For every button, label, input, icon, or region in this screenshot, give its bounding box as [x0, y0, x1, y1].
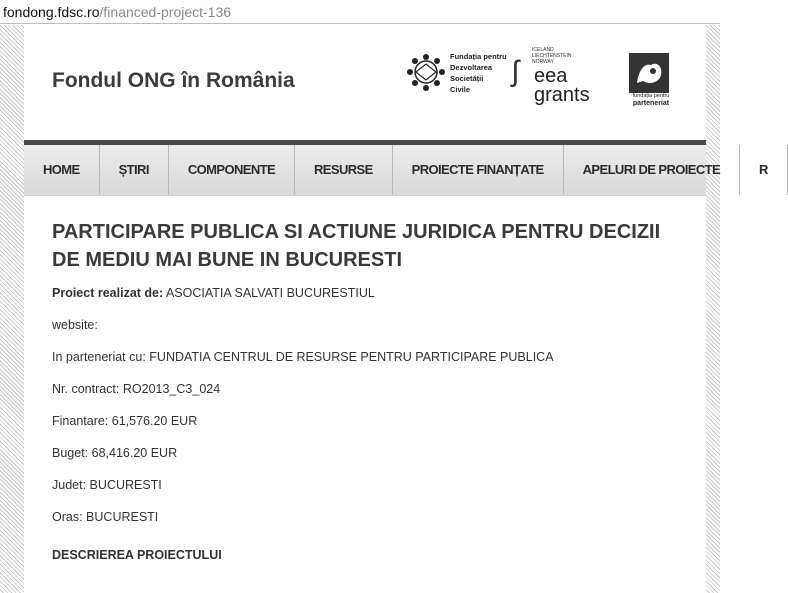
nav-item-home[interactable]: HOME	[24, 145, 100, 195]
finantare-value: 61,576.20 EUR	[111, 414, 198, 428]
nav-item-resurse[interactable]: RESURSE	[295, 145, 393, 195]
site-header	[24, 25, 706, 145]
field-finantare: Finantare: 61,576.20 EUR	[52, 414, 198, 428]
eea-grants-logo[interactable]	[512, 47, 612, 107]
project-details	[24, 196, 706, 562]
buget-value: 68,416.20 EUR	[91, 446, 178, 460]
main-navigation	[24, 145, 768, 196]
nav-item-componente[interactable]: COMPONENTE	[169, 145, 295, 195]
page-background-left	[0, 25, 24, 593]
nav-item-proiecte-finantate[interactable]: PROIECTE FINANȚATE	[393, 145, 564, 195]
site-title[interactable]: Fondul ONG în România	[52, 69, 295, 92]
partner-logo-caption: fundația pentru parteneriat	[632, 93, 670, 107]
address-bar[interactable]	[0, 0, 720, 24]
description-heading: DESCRIEREA PROIECTULUI	[52, 548, 222, 562]
partner-logo-icon	[629, 53, 669, 93]
url-host: fondong.fdsc.ro	[3, 4, 100, 20]
fdsc-logo[interactable]	[404, 51, 514, 99]
eea-countries: ICELAND LIECHTENSTEIN NORWAY	[532, 47, 572, 65]
field-contract: Nr. contract: RO2013_C3_024	[52, 382, 221, 396]
url-path: /financed-project-136	[99, 4, 232, 20]
field-website: website:	[52, 318, 98, 332]
project-title: PARTICIPARE PUBLICA SI ACTIUNE JURIDICA PENTRU DECIZII DE MEDIU MAI BUNE IN BUCURESTI	[52, 221, 661, 271]
field-judet: Judet: BUCURESTI	[52, 478, 162, 492]
page-background-right	[706, 25, 720, 593]
fdsc-logo-text: Fundația pentru Dezvoltarea Societății Civile	[450, 52, 507, 94]
page-container	[24, 25, 768, 593]
eea-hook-icon: ʃ	[512, 55, 519, 88]
nav-item-truncated[interactable]: R	[740, 145, 788, 195]
oras-value: BUCURESTI	[86, 510, 159, 524]
field-buget: Buget: 68,416.20 EUR	[52, 446, 178, 460]
contract-value: RO2013_C3_024	[122, 382, 221, 396]
field-realizat: Proiect realizat de: ASOCIATIA SALVATI BUCURESTIUL	[52, 286, 375, 300]
judet-value: BUCURESTI	[89, 478, 162, 492]
parteneriat-value: FUNDATIA CENTRUL DE RESURSE PENTRU PARTICIPARE PUBLICA	[149, 350, 554, 364]
partner-foundation-logo[interactable]	[624, 53, 678, 113]
nav-item-apeluri-de-proiecte[interactable]: APELURI DE PROIECTE	[564, 145, 740, 195]
fdsc-ring-icon	[404, 51, 448, 95]
field-parteneriat: In parteneriat cu: FUNDATIA CENTRUL DE RESURSE PENTRU PARTICIPARE PUBLICA	[52, 350, 554, 364]
nav-item-stiri[interactable]: ȘTIRI	[100, 145, 169, 195]
field-oras: Oras: BUCURESTI	[52, 510, 159, 524]
realizat-value: ASOCIATIA SALVATI BUCURESTIUL	[165, 286, 375, 300]
eea-grants-text: eea grants	[534, 65, 590, 106]
